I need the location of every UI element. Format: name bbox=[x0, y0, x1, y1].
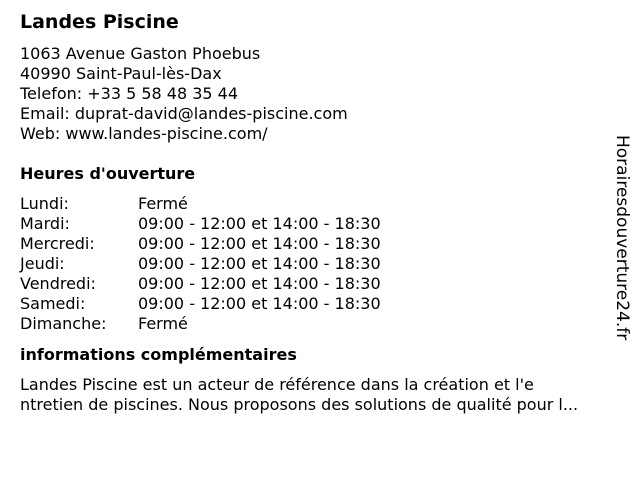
hours-row-tuesday bbox=[20, 214, 610, 234]
info-line-1: Landes Piscine est un acteur de référence dans la création et l'e bbox=[20, 375, 534, 394]
hours-row-sunday bbox=[20, 314, 610, 334]
contact-block bbox=[20, 44, 610, 144]
web-text: Web: www.landes-piscine.com/ bbox=[20, 124, 268, 143]
email-text: Email: duprat-david@landes-piscine.com bbox=[20, 104, 348, 123]
hours-row-monday bbox=[20, 194, 610, 214]
hours-title: Heures d'ouverture bbox=[20, 164, 196, 183]
hours-time: Fermé bbox=[138, 194, 188, 213]
address-city: 40990 Saint-Paul-lès-Dax bbox=[20, 64, 222, 83]
hours-day: Lundi: bbox=[20, 194, 69, 213]
info-title: informations complémentaires bbox=[20, 345, 297, 364]
phone-text: Telefon: +33 5 58 48 35 44 bbox=[20, 84, 239, 103]
hours-day: Dimanche: bbox=[20, 314, 107, 333]
hours-row-friday bbox=[20, 274, 610, 294]
hours-table bbox=[20, 194, 610, 334]
hours-day: Samedi: bbox=[20, 294, 86, 313]
hours-day: Mardi: bbox=[20, 214, 70, 233]
hours-time: 09:00 - 12:00 et 14:00 - 18:30 bbox=[138, 274, 381, 293]
site-watermark: Horairesdouverture24.fr bbox=[612, 135, 632, 341]
hours-row-thursday bbox=[20, 254, 610, 274]
hours-time: 09:00 - 12:00 et 14:00 - 18:30 bbox=[138, 214, 381, 233]
hours-time: 09:00 - 12:00 et 14:00 - 18:30 bbox=[138, 294, 381, 313]
hours-time: 09:00 - 12:00 et 14:00 - 18:30 bbox=[138, 254, 381, 273]
hours-time: 09:00 - 12:00 et 14:00 - 18:30 bbox=[138, 234, 381, 253]
info-description bbox=[20, 375, 620, 415]
info-line-2: ntretien de piscines. Nous proposons des solutions de qualité pour l... bbox=[20, 395, 579, 414]
hours-day: Mercredi: bbox=[20, 234, 95, 253]
hours-time: Fermé bbox=[138, 314, 188, 333]
business-card bbox=[20, 10, 610, 415]
business-name: Landes Piscine bbox=[20, 11, 179, 33]
hours-row-wednesday bbox=[20, 234, 610, 254]
hours-day: Vendredi: bbox=[20, 274, 96, 293]
hours-row-saturday bbox=[20, 294, 610, 314]
address-street: 1063 Avenue Gaston Phoebus bbox=[20, 44, 261, 63]
hours-day: Jeudi: bbox=[20, 254, 65, 273]
